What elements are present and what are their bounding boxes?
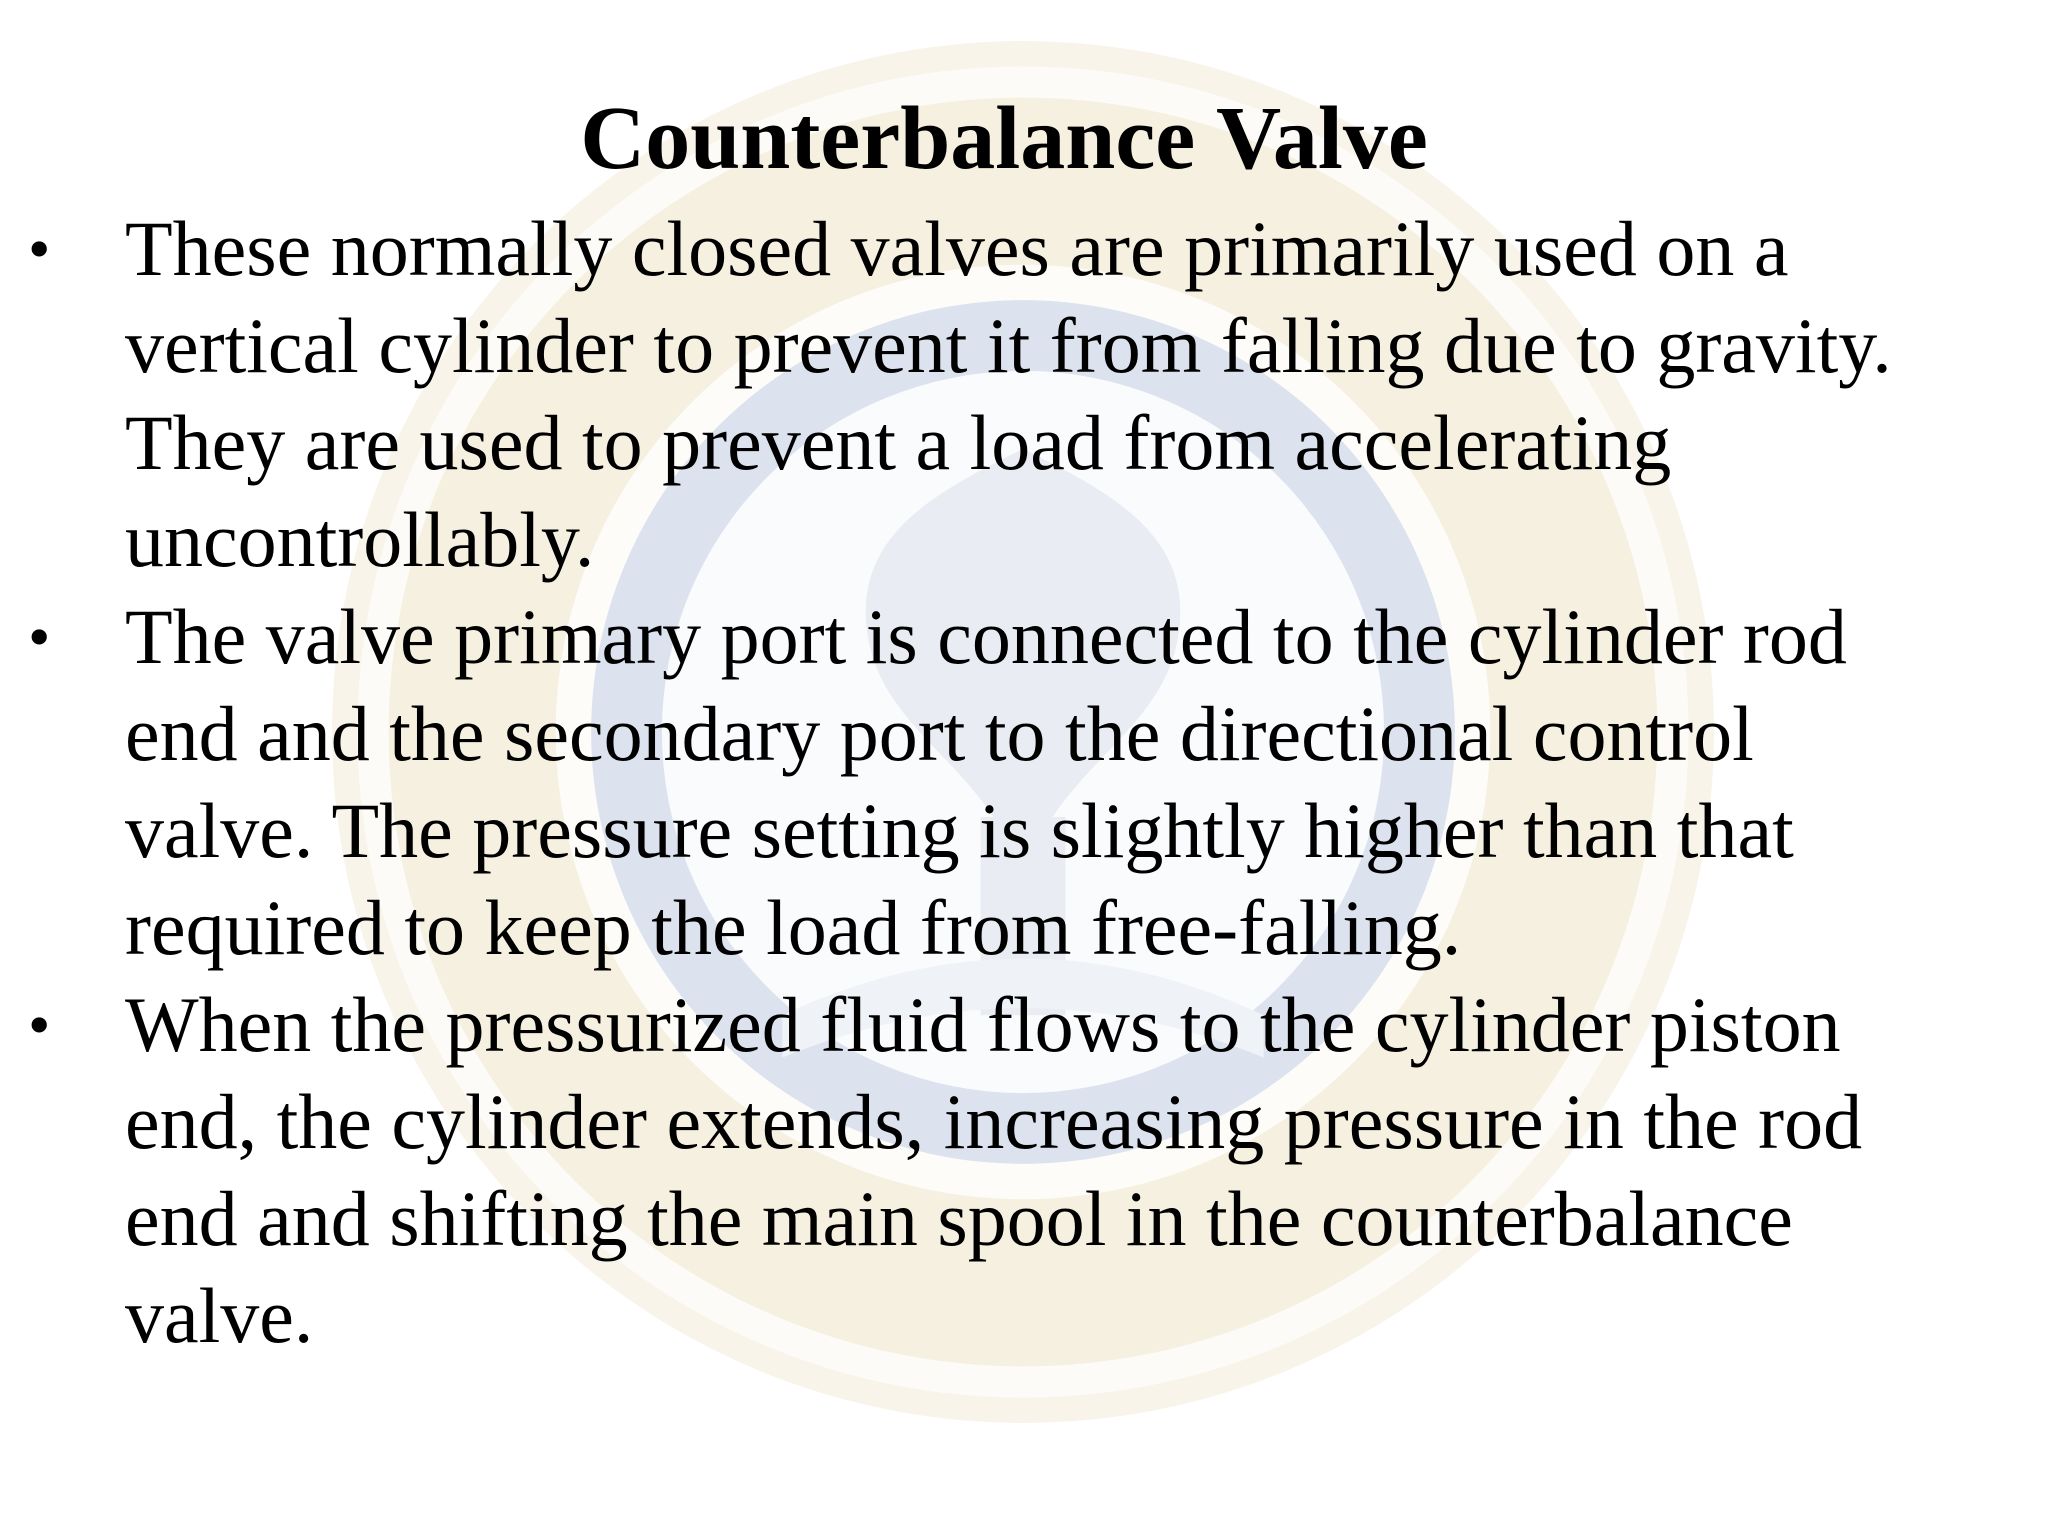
bullet-line: end and shifting the main spool in the counterbalance	[125, 1175, 1793, 1262]
bullet-line: When the pressurized fluid flows to the cylinder piston	[125, 981, 1841, 1068]
slide-title: Counterbalance Valve	[580, 89, 1428, 188]
bullet-line: The valve primary port is connected to the cylinder rod	[125, 593, 1847, 680]
bullet-line: valve. The pressure setting is slightly higher than that	[125, 787, 1794, 874]
bullet-item	[0, 200, 1990, 588]
bullet-line: valve.	[125, 1272, 314, 1359]
bullet-item	[0, 976, 1990, 1364]
bullet-line: end and the secondary port to the directional control	[125, 690, 1754, 777]
bullet-dot-icon: •	[28, 601, 51, 672]
bullet-line: uncontrollably.	[125, 496, 595, 583]
bullet-line: required to keep the load from free-falling.	[125, 884, 1462, 971]
bullet-dot-icon: •	[28, 213, 51, 284]
bullet-line: They are used to prevent a load from accelerating	[125, 399, 1672, 486]
bullet-item	[0, 588, 1990, 976]
bullet-line: vertical cylinder to prevent it from falling due to gravity.	[125, 302, 1892, 389]
bullet-line: These normally closed valves are primarily used on a	[125, 205, 1789, 292]
bullet-list	[0, 200, 1990, 1364]
bullet-line: end, the cylinder extends, increasing pressure in the rod	[125, 1078, 1863, 1165]
bullet-dot-icon: •	[28, 989, 51, 1060]
